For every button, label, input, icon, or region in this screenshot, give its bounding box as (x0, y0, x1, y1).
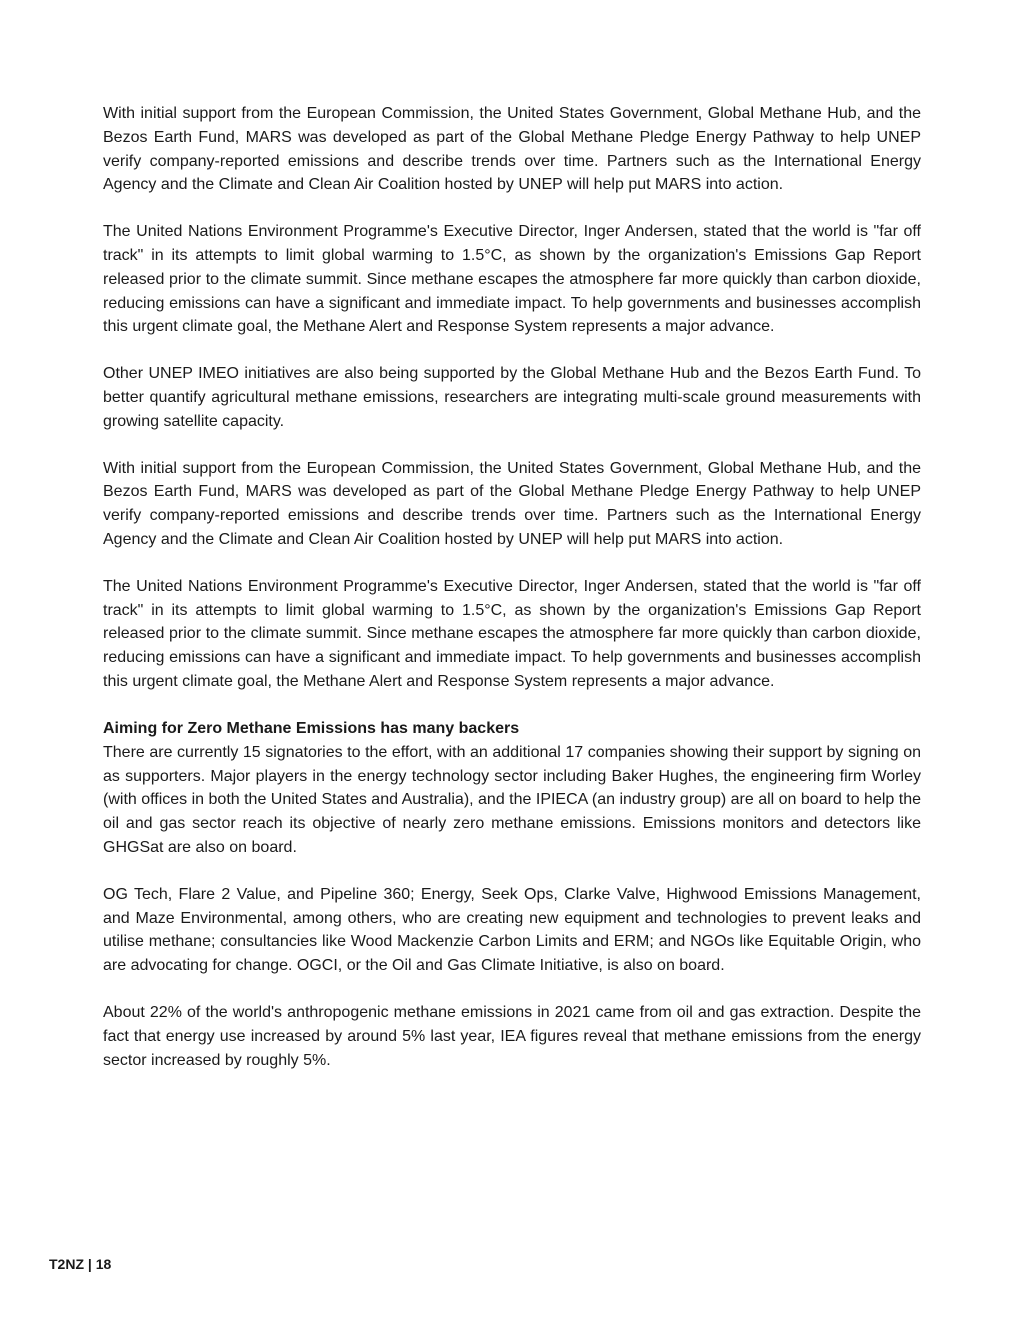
paragraph-unep-director: The United Nations Environment Programme's Executive Director, Inger Andersen, stated that the world is "far off track" in its attempts to limit global warming to 1.5°C, as shown by the organization's Emissions Gap Report released prior to the climate summit. Since methane escapes the atmosphere far more quickly than carbon dioxide, reducing emissions can have a significant and immediate impact. To help governments and businesses accomplish this urgent climate goal, the Methane Alert and Response System represents a major advance. (103, 223, 921, 336)
paragraph-mars-support-repeat: With initial support from the European Commission, the United States Government, Global Methane Hub, and the Bezos Earth Fund, MARS was developed as part of the Global Methane Pledge Energy Pathway to help UNEP verify company-reported emissions and describe trends over time. Partners such as the International Energy Agency and the Climate and Clean Air Coalition hosted by UNEP will help put MARS into action. (103, 459, 921, 548)
paragraph-mars-support: With initial support from the European Commission, the United States Government, Global Methane Hub, and the Bezos Earth Fund, MARS was developed as part of the Global Methane Pledge Energy Pathway to help UNEP verify company-reported emissions and describe trends over time. Partners such as the International Energy Agency and the Climate and Clean Air Coalition hosted by UNEP will help put MARS into action. (103, 105, 921, 194)
paragraph-emissions-stats: About 22% of the world's anthropogenic methane emissions in 2021 came from oil and gas extraction. Despite the fact that energy use increased by around 5% last year, IEA figures reveal that methane emissions from the energy sector increased by roughly 5%. (103, 1003, 921, 1069)
paragraph-unep-director-repeat: The United Nations Environment Programme's Executive Director, Inger Andersen, stated that the world is "far off track" in its attempts to limit global warming to 1.5°C, as shown by the organization's Emissions Gap Report released prior to the climate summit. Since methane escapes the atmosphere far more quickly than carbon dioxide, reducing emissions can have a significant and immediate impact. To help governments and businesses accomplish this urgent climate goal, the Methane Alert and Response System represents a major advance. (103, 577, 921, 690)
page-footer: T2NZ | 18 (49, 1256, 112, 1272)
paragraph-signatories: There are currently 15 signatories to the effort, with an additional 17 companies showing their support by signing on as supporters. Major players in the energy technology sector including Baker Hughes, the engineering firm Worley (with offices in both the United States and Australia), and the IPIECA (an industry group) are all on board to help the oil and gas sector reach its objective of nearly zero methane emissions. Emissions monitors and detectors like GHGSat are also on board. (103, 743, 921, 856)
paragraph-imeo-initiatives: Other UNEP IMEO initiatives are also being supported by the Global Methane Hub and the Bezos Earth Fund. To better quantify agricultural methane emissions, researchers are integrating multi-scale ground measurements with growing satellite capacity. (103, 365, 921, 430)
article-body (103, 102, 921, 1095)
section-heading: Aiming for Zero Methane Emissions has many backers (103, 719, 520, 737)
paragraph-equipment-makers: OG Tech, Flare 2 Value, and Pipeline 360; Energy, Seek Ops, Clarke Valve, Highwood Emissions Management, and Maze Environmental, among others, who are creating new equipment and technologies to prevent leaks and utilise methane; consultancies like Wood Mackenzie Carbon Limits and ERM; and NGOs like Equitable Origin, who are advocating for change. OGCI, or the Oil and Gas Climate Initiative, is also on board. (103, 885, 921, 975)
